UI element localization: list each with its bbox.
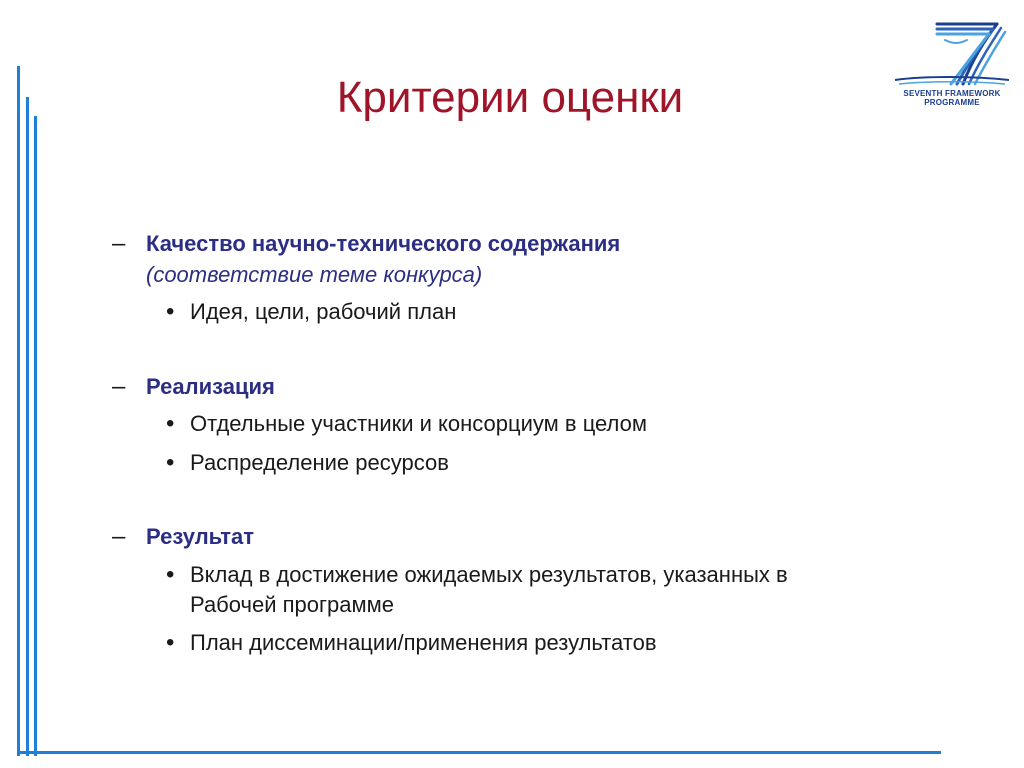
section-heading: Результат — [146, 524, 255, 549]
section-heading: Реализация — [146, 374, 275, 399]
fp7-logo-line1: SEVENTH FRAMEWORK — [903, 89, 1001, 98]
list-item: План диссеминации/применения результатов — [190, 630, 657, 655]
fp7-logo-line2: PROGRAMME — [924, 98, 980, 107]
section-heading: Качество научно-технического содержания — [146, 231, 621, 256]
list-item: Идея, цели, рабочий план — [190, 299, 457, 324]
bullet-marker: • — [166, 629, 175, 656]
slide-title: Критерии оценки — [336, 73, 684, 122]
list-item: Вклад в достижение ожидаемых результатов, указанных в — [190, 562, 788, 587]
list-item: Отдельные участники и консорциум в целом — [190, 411, 648, 436]
section-dash: – — [112, 523, 126, 550]
list-item-continuation: Рабочей программе — [190, 592, 394, 617]
bullet-marker: • — [166, 561, 175, 588]
bullet-marker: • — [166, 410, 175, 437]
list-item: Распределение ресурсов — [190, 450, 449, 475]
bullet-marker: • — [166, 449, 175, 476]
section-note: (соответствие теме конкурса) — [146, 262, 483, 287]
bullet-marker: • — [166, 298, 175, 325]
section-dash: – — [112, 373, 126, 400]
section-dash: – — [112, 230, 126, 257]
